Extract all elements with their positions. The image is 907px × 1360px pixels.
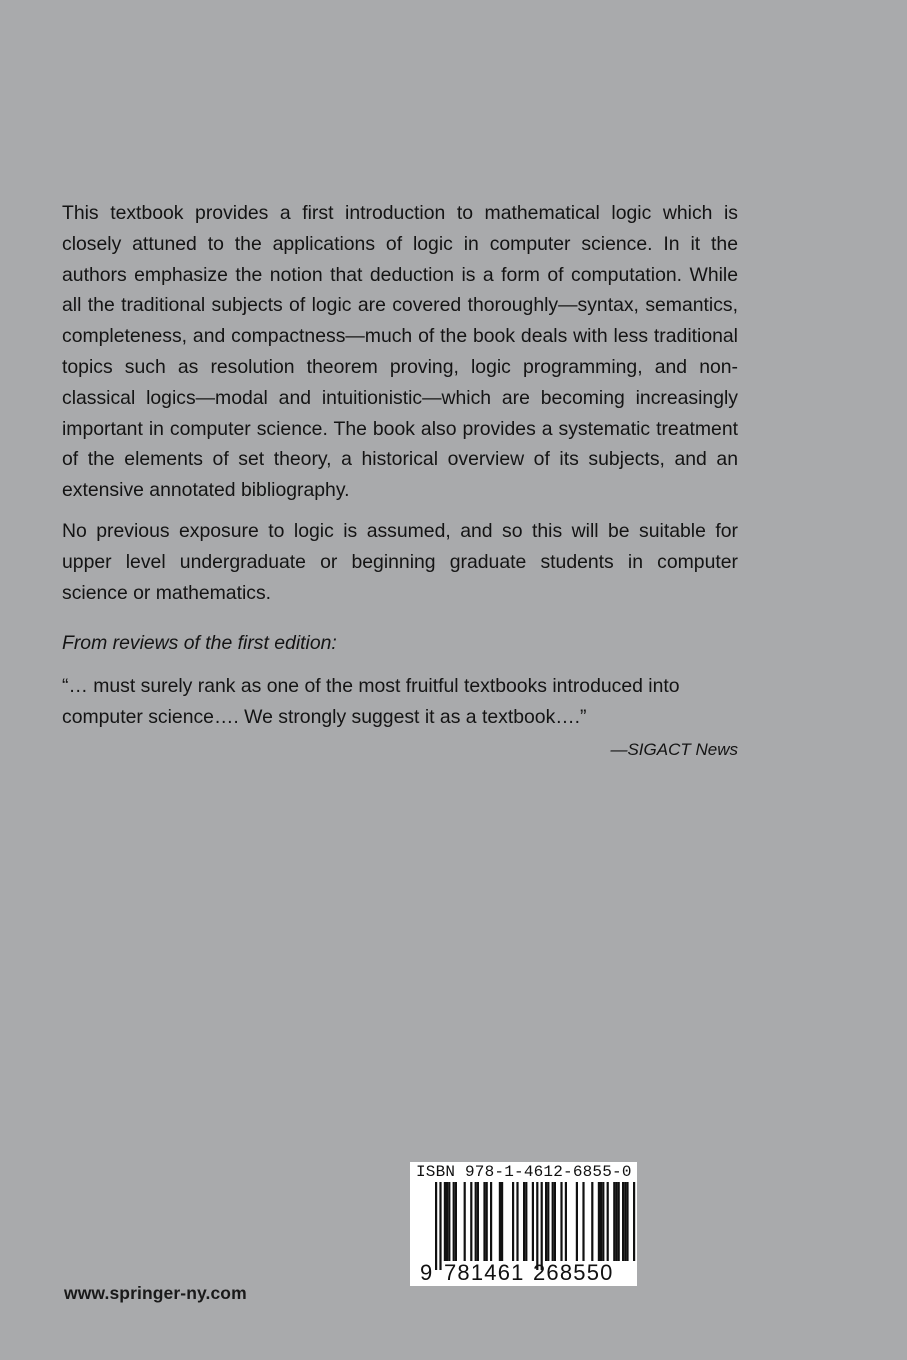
barcode-bar	[624, 1182, 626, 1261]
publisher-website: www.springer-ny.com	[64, 1283, 247, 1303]
barcode-bar	[448, 1182, 450, 1261]
barcode-bar	[633, 1182, 635, 1261]
review-attribution: —SIGACT News	[610, 739, 738, 759]
barcode-bar	[600, 1182, 602, 1261]
barcode-bar	[499, 1182, 501, 1261]
barcode-right-digits: 268550	[533, 1260, 614, 1285]
barcode-bar	[582, 1182, 584, 1261]
barcode-bar	[547, 1182, 549, 1261]
barcode-left-digits: 781461	[444, 1260, 525, 1285]
barcode-bar	[464, 1182, 466, 1261]
description-paragraph-1: This textbook provides a first introduction to mathematical logic which is closely attuned to the applications of logic in computer science. In it the authors emphasize the notion that deduction is a form of computation. While all the traditional subjects of logic are covered thoroughly—syntax, semantics, completeness, and compactness—much of the book deals with less traditional topics such as resolution theorem proving, logic programming, and non-classical logics—modal and intuitionistic—which are becoming increasingly important in computer science. The book also provides a systematic treatment of the elements of set theory, a historical overview of its subjects, and an extensive annotated bibliography.	[62, 202, 738, 502]
barcode-bar	[607, 1182, 609, 1261]
barcode-bar	[477, 1182, 479, 1261]
barcode-bar	[565, 1182, 567, 1261]
barcode-bar	[453, 1182, 455, 1261]
barcode-bar	[475, 1182, 477, 1261]
barcode-bar	[541, 1182, 543, 1270]
barcode-bar	[470, 1182, 472, 1261]
barcode-bar	[439, 1182, 441, 1270]
barcode-bar	[613, 1182, 615, 1261]
barcode-bar	[598, 1182, 600, 1261]
barcode-bar	[435, 1182, 437, 1270]
barcode-bar	[444, 1182, 446, 1261]
review-quote: “… must surely rank as one of the most fruitful textbooks introduced into computer science…. We strongly suggest it as a textbook….”	[62, 675, 680, 728]
barcode-bar	[483, 1182, 485, 1261]
barcode-bar	[618, 1182, 620, 1261]
barcode-bar	[455, 1182, 457, 1261]
isbn-label: ISBN 978-1-4612-6855-0	[416, 1163, 632, 1181]
description-paragraph-2: No previous exposure to logic is assumed, and so this will be suitable for upper level undergraduate or beginning graduate students in computer science or mathematics.	[62, 519, 738, 604]
barcode-bar	[615, 1182, 617, 1261]
barcode-bar	[490, 1182, 492, 1261]
barcode-bar	[486, 1182, 488, 1261]
barcode-bar	[523, 1182, 525, 1261]
barcode-bar	[446, 1182, 448, 1261]
barcode-bar	[536, 1182, 538, 1270]
barcode-bar	[552, 1182, 554, 1261]
barcode-bar	[626, 1182, 628, 1261]
barcode-bar	[516, 1182, 518, 1261]
barcode-bar	[591, 1182, 593, 1261]
barcode-bar	[525, 1182, 527, 1261]
barcode-bar	[501, 1182, 503, 1261]
barcode-bar	[622, 1182, 624, 1261]
barcode-bar	[576, 1182, 578, 1261]
isbn-barcode	[410, 1162, 637, 1286]
barcode-bar	[545, 1182, 547, 1261]
barcode-bar	[532, 1182, 534, 1261]
reviews-heading: From reviews of the first edition:	[62, 632, 337, 655]
barcode-bar	[512, 1182, 514, 1261]
barcode-bar	[560, 1182, 562, 1261]
barcode-bar	[554, 1182, 556, 1261]
barcode-lead-digit: 9	[420, 1260, 433, 1285]
barcode-bar	[602, 1182, 604, 1261]
back-cover-text	[62, 198, 738, 765]
